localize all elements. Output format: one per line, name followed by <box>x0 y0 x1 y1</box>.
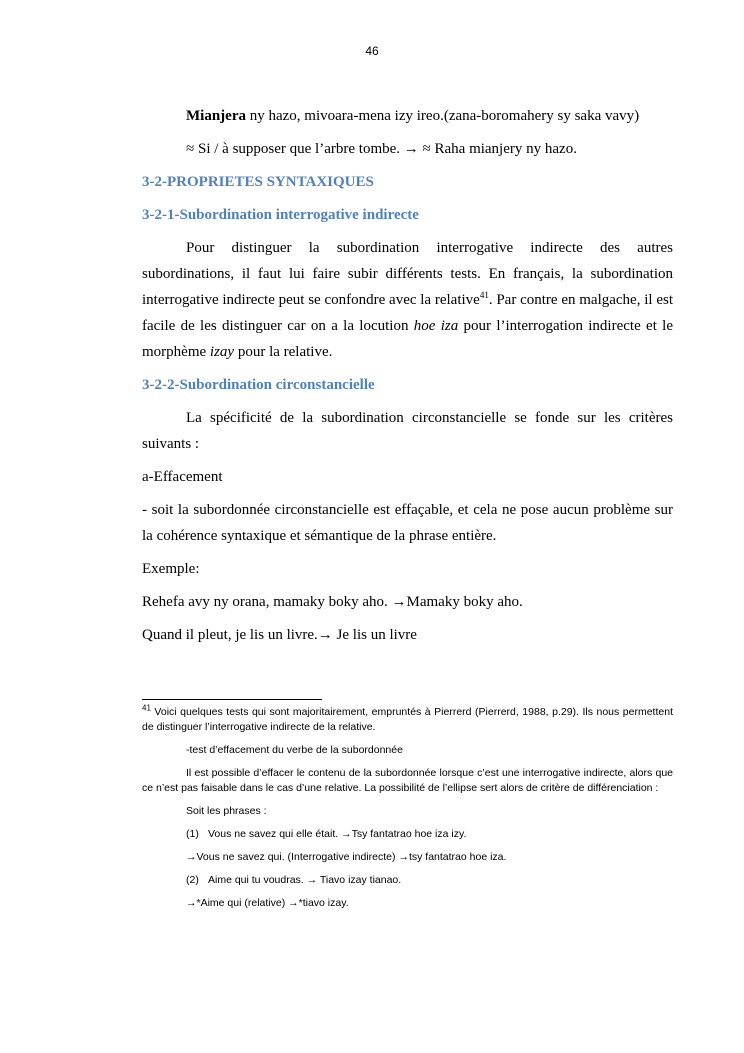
paragraph-effacable: - soit la subordonnée circonstancielle est effaçable, et cela ne pose aucun problème sur la cohérence syntaxique et sémantique de la phrase entière. <box>142 502 673 544</box>
para1-part2: . Par contre en malgache, il est facile de les distinguer car on a la locution <box>142 292 673 334</box>
example-label: Exemple: <box>142 561 200 577</box>
item-1-text: Vous ne savez qui elle était. →Tsy fantatrao hoe iza izy. <box>208 828 467 840</box>
example-word: Mianjera <box>186 108 246 124</box>
para1-italic-hoe-iza: hoe iza <box>413 318 459 334</box>
subsection-title-1: 3-2-1-Subordination interrogative indirecte <box>142 207 419 223</box>
section-title: 3-2-PROPRIETES SYNTAXIQUES <box>142 174 374 190</box>
footnote-test-title: -test d’effacement du verbe de la subordonnée <box>186 744 403 756</box>
paragraph-interrogative <box>142 235 673 365</box>
footnote-reference[interactable]: 41 <box>479 290 489 300</box>
footnote-item-2 <box>142 873 673 888</box>
paragraph-circonstancielle: La spécificité de la subordination circonstancielle se fonde sur les critères suivants : <box>142 410 673 452</box>
para1-italic-izay: izay <box>209 344 235 360</box>
example-malagasy: Rehefa avy ny orana, mamaky boky aho. →Mamaky boky aho. <box>142 594 523 610</box>
item-a-effacement: a-Effacement <box>142 469 223 485</box>
page-body <box>142 103 673 655</box>
footnotes <box>142 705 673 919</box>
item-2-text: Aime qui tu voudras. → Tiavo izay tianao. <box>208 874 402 886</box>
footnote-number: 41 <box>142 703 151 713</box>
example-sentence <box>142 103 673 129</box>
footnote-text: Voici quelques tests qui sont majoritairement, empruntés à Pierrerd (Pierrerd, 1988, p.29). Ils nous permettent de distinguer l’interrogative indirecte de la relative. <box>142 706 673 733</box>
footnote-phrases-label: Soit les phrases : <box>186 805 267 817</box>
footnote-item-1 <box>142 827 673 842</box>
item-2-number: (2) <box>186 874 199 886</box>
page-number: 46 <box>365 44 379 58</box>
translation-line: ≈ Si / à supposer que l’arbre tombe. → ≈ Raha mianjery ny hazo. <box>186 141 577 157</box>
footnote-item-1-result: →Vous ne savez qui. (Interrogative indirecte) →tsy fantatrao hoe iza. <box>186 851 507 863</box>
footnote-41 <box>142 705 673 735</box>
footnote-item-2-result: →*Aime qui (relative) →*tiavo izay. <box>186 897 349 909</box>
subsection-title-2: 3-2-2-Subordination circonstancielle <box>142 377 375 393</box>
example-french: Quand il pleut, je lis un livre.→ Je lis un livre <box>142 627 417 643</box>
example-rest: ny hazo, mivoara-mena izy ireo.(zana-boromahery sy saka vavy) <box>245 108 640 124</box>
footnote-explanation: Il est possible d’effacer le contenu de la subordonnée lorsque c’est une interrogative indirecte, alors que ce n’est pas faisable dans le cas d’une relative. La possibilité de l’ellipse sert alors de critère de différenciation : <box>142 767 673 794</box>
item-1-number: (1) <box>186 828 199 840</box>
footnote-separator <box>142 699 322 700</box>
para1-part4: pour la relative. <box>234 344 333 360</box>
para1-part1: Pour distinguer la subordination interrogative indirecte des autres subordinations, il faut lui faire subir différents tests. En français, la subordination interrogative indirecte peut se confondre avec la relative <box>142 240 673 308</box>
para1-part3: pour l’interrogation indirecte et le morphème <box>142 318 673 360</box>
